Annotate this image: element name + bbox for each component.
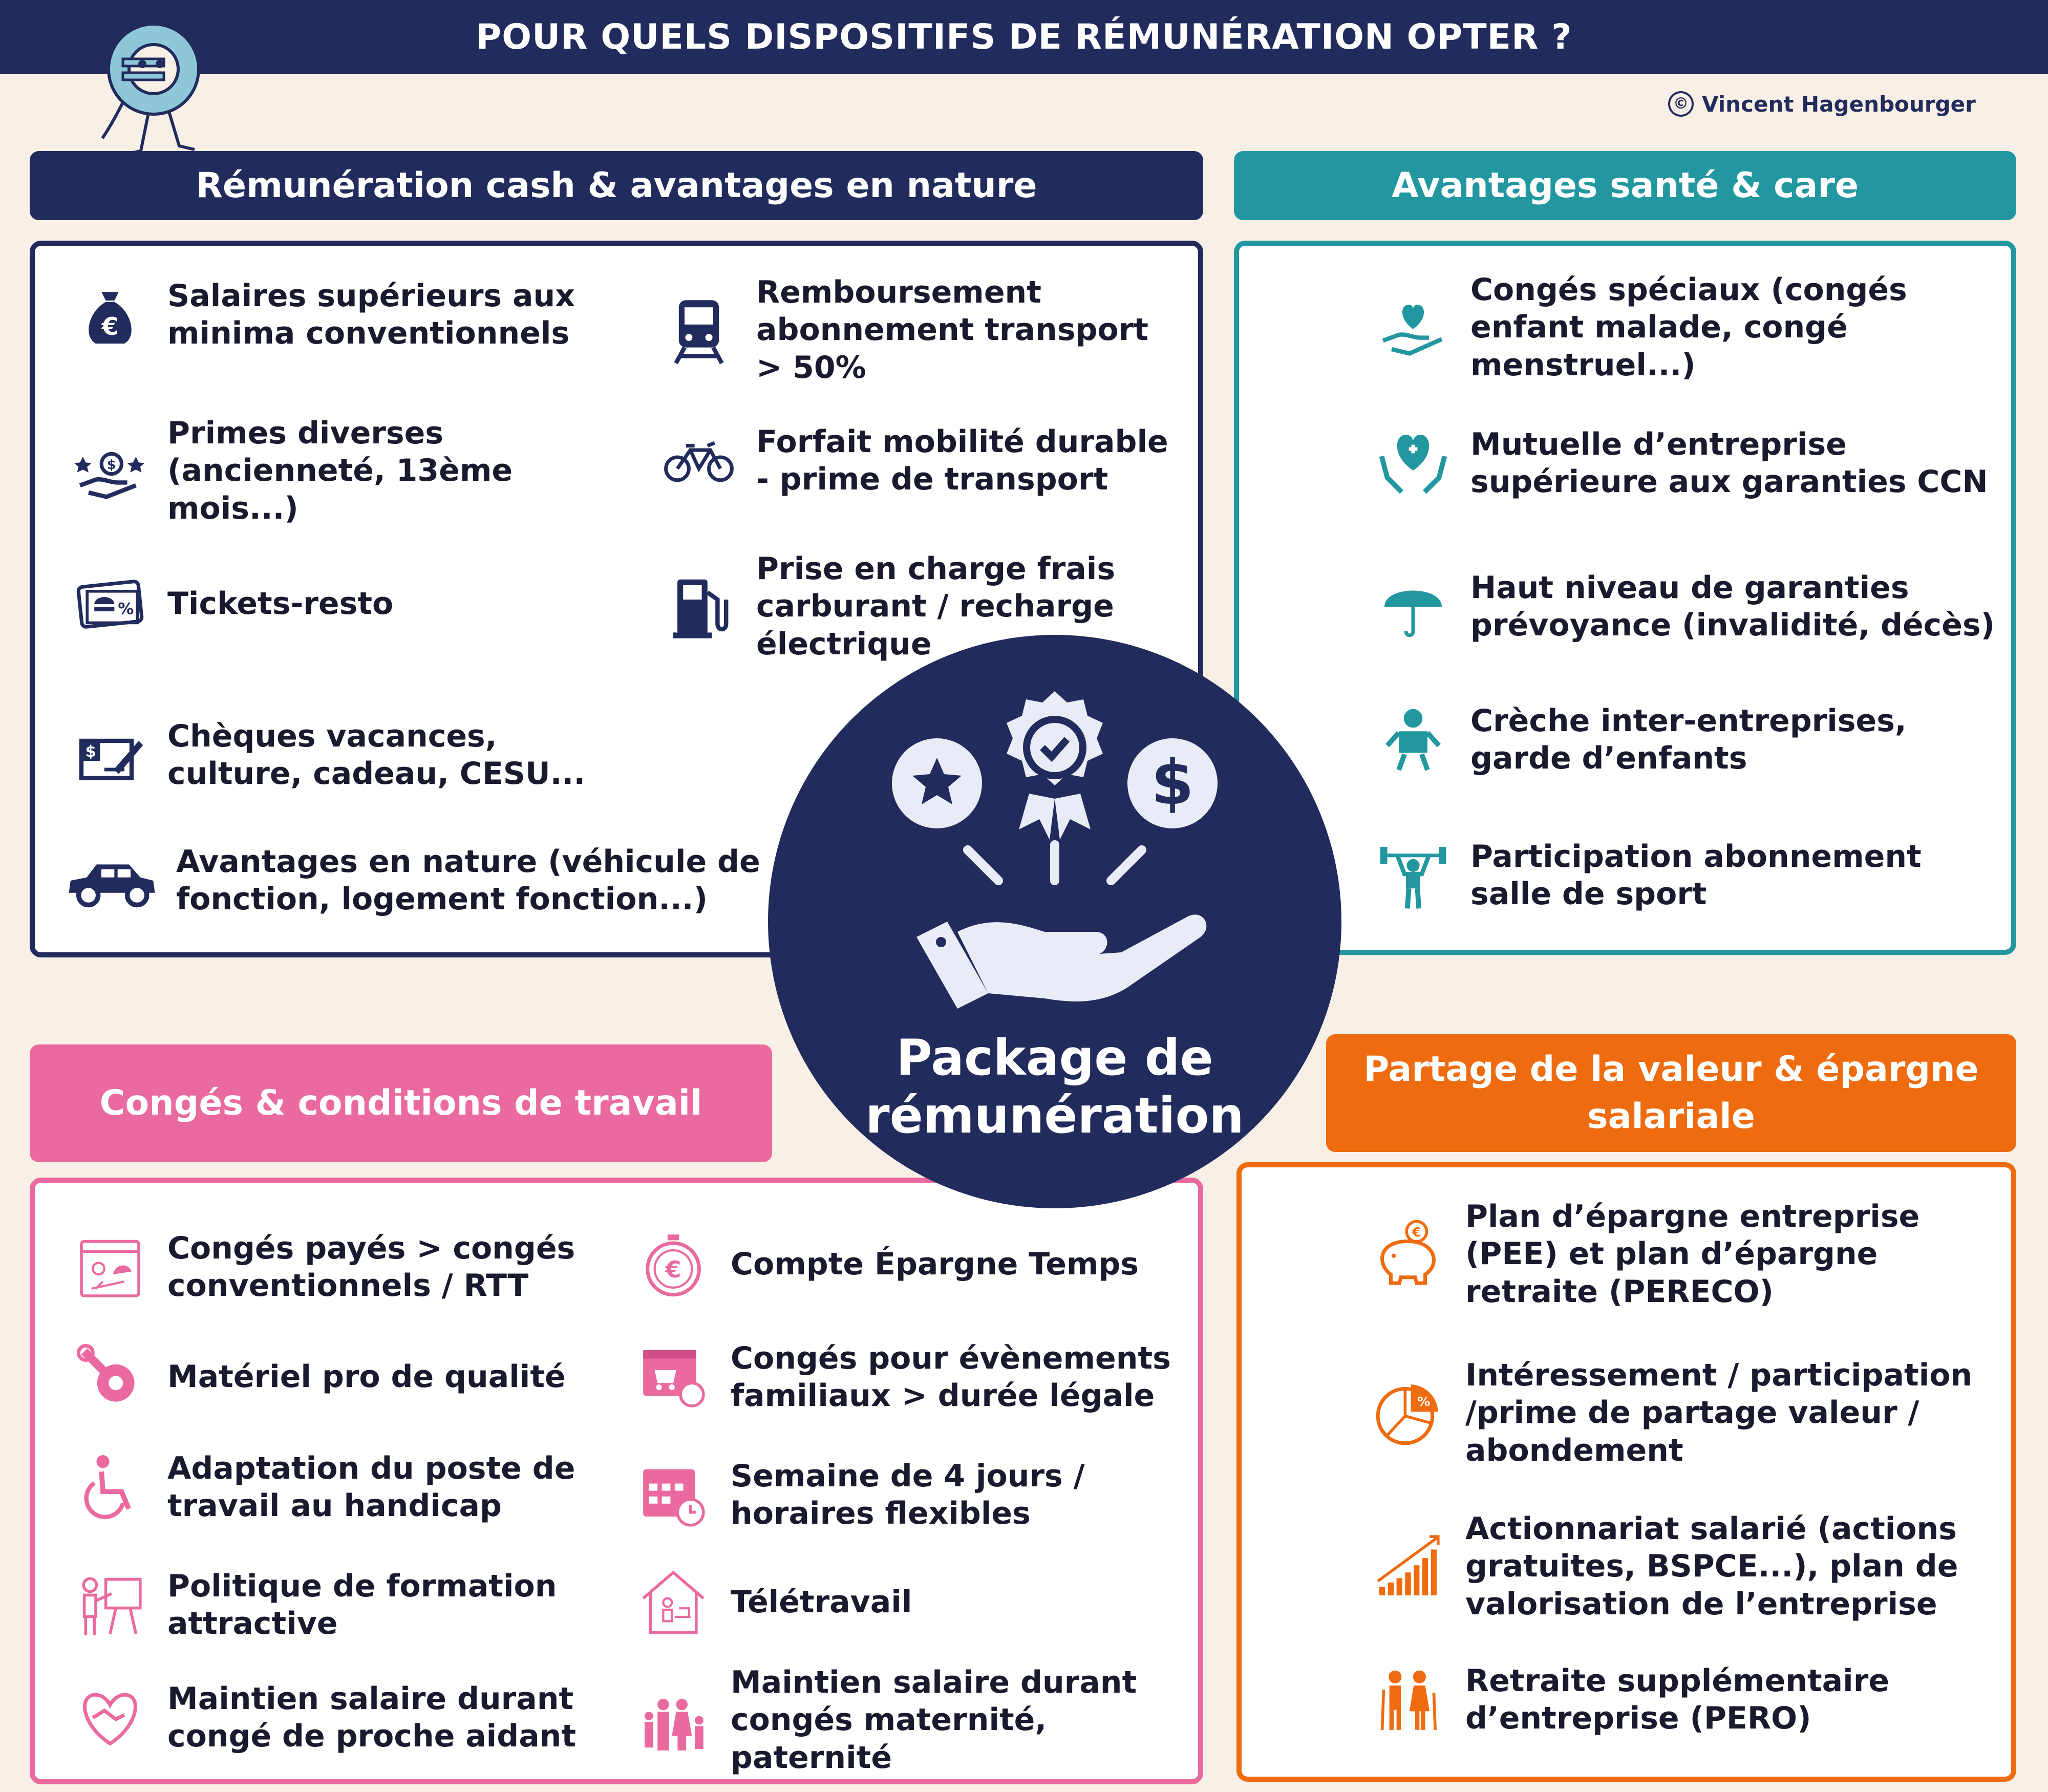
list-item: [632, 1331, 1196, 1423]
cash-section-header: Rémunération cash & avantages en nature: [30, 151, 1203, 220]
list-item: [1372, 272, 2007, 383]
item-text: Matériel pro de qualité: [167, 1359, 566, 1395]
copyright-author: Vincent Hagenbourger: [1702, 91, 1976, 117]
giving-hand-icon: [916, 914, 1206, 1009]
home-office-icon: [632, 1562, 714, 1644]
item-text: Congés spéciaux (congés enfant malade, congé menstruel...): [1470, 272, 1907, 383]
item-text: Congés pour évènements familiaux > durée légale: [731, 1340, 1171, 1414]
item-text: Forfait mobilité durable - prime de transport: [756, 423, 1168, 497]
euro-mascot-icon: [92, 15, 225, 159]
vacation-calendar-icon: [69, 1226, 151, 1308]
wheelchair-icon: [69, 1446, 151, 1528]
list-item: [69, 1444, 607, 1531]
item-text: Tickets-resto: [167, 586, 394, 622]
item-text: Prise en charge frais carburant / recharge électrique: [756, 551, 1116, 662]
item-text: Maintien salaire durant congés maternité, paternité: [731, 1665, 1137, 1776]
dollar-icon: [1127, 738, 1218, 828]
copyright: [1668, 91, 1976, 117]
list-item: [62, 840, 769, 922]
svg-text:€: €: [665, 1256, 681, 1284]
item-text: Actionnariat salarié (actions gratuites, BSPCE...), plan de valorisation de l’entreprise: [1465, 1511, 1958, 1622]
train-icon: [658, 289, 740, 371]
growth-chart-icon: [1367, 1526, 1449, 1608]
pie-chart-icon: [1367, 1372, 1449, 1454]
bonus-hand-icon: [69, 430, 151, 512]
heart-hand-icon: [1372, 287, 1454, 369]
svg-text:$: $: [1151, 748, 1194, 819]
list-item: [1367, 1654, 2007, 1746]
list-item: [1367, 1352, 2007, 1475]
list-item: [632, 1556, 1196, 1649]
list-item: [1372, 420, 2007, 507]
item-text: Avantages en nature (véhicule de fonction, logement fonction...): [176, 843, 760, 917]
trainer-icon: [69, 1564, 151, 1646]
piggy-bank-icon: [1367, 1213, 1449, 1295]
item-text: Plan d’épargne entreprise (PEE) et plan d’épargne retraite (PERECO): [1465, 1199, 1920, 1310]
savings-section-header: Partage de la valeur & épargne salariale: [1326, 1034, 2016, 1152]
elderly-couple-icon: [1367, 1659, 1449, 1741]
list-item: [658, 420, 1180, 502]
list-item: [1372, 696, 2007, 783]
list-item: [69, 563, 632, 645]
handshake-heart-icon: [69, 1677, 151, 1759]
car-icon: [62, 840, 160, 922]
item-text: Remboursement abonnement transport > 50%: [756, 274, 1148, 386]
svg-text:$: $: [107, 457, 116, 472]
list-item: [69, 1224, 607, 1311]
list-item: [1372, 829, 2007, 922]
svg-text:$: $: [85, 742, 96, 761]
badge-check-icon: [1007, 691, 1103, 840]
stroller-calendar-icon: [632, 1336, 714, 1418]
list-item: [632, 1449, 1196, 1541]
item-text: Participation abonnement salle de sport: [1470, 838, 1922, 912]
fuel-pump-icon: [658, 566, 740, 648]
list-item: [658, 266, 1180, 394]
item-text: Chèques vacances, culture, cadeau, CESU...: [167, 718, 586, 792]
cheque-icon: [69, 714, 151, 796]
baby-icon: [1372, 699, 1454, 781]
item-text: Télétravail: [731, 1584, 912, 1620]
item-text: Mutuelle d’entreprise supérieure aux garanties CCN: [1470, 426, 1988, 500]
item-text: Salaires supérieurs aux minima conventionnels: [167, 278, 575, 351]
item-text: Maintien salaire durant congé de proche aidant: [167, 1680, 577, 1754]
health-hands-icon: [1372, 422, 1454, 504]
page-title: POUR QUELS DISPOSITIFS DE RÉMUNÉRATION OPTER ?: [0, 0, 2048, 74]
list-item: [69, 707, 632, 804]
weightlifter-icon: [1372, 835, 1454, 916]
svg-text:€: €: [1412, 1225, 1421, 1240]
list-item: [69, 1336, 607, 1418]
list-item: [1372, 563, 2007, 650]
euro-stopwatch-icon: [632, 1224, 714, 1306]
money-bag-icon: [69, 274, 151, 356]
item-text: Semaine de 4 jours / horaires flexibles: [731, 1458, 1085, 1531]
list-item: [69, 404, 632, 538]
list-item: [1367, 1193, 2007, 1316]
svg-text:€: €: [101, 313, 119, 342]
item-text: Politique de formation attractive: [167, 1568, 557, 1641]
item-text: Intéressement / participation /prime de partage valeur / abondement: [1465, 1357, 1973, 1468]
list-item: [1367, 1505, 2007, 1628]
item-text: Retraite supplémentaire d’entreprise (PERO): [1465, 1662, 1890, 1736]
svg-text:%: %: [118, 600, 134, 618]
leave-section-header: Congés & conditions de travail: [30, 1044, 772, 1162]
health-section-header: Avantages santé & care: [1234, 151, 2016, 220]
list-item: [632, 1665, 1196, 1776]
item-text: Compte Épargne Temps: [731, 1246, 1139, 1283]
item-text: Congés payés > congés conventionnels / RTT: [167, 1230, 575, 1304]
center-title: Package de rémunération: [865, 1029, 1244, 1145]
item-text: Crèche inter-entreprises, garde d’enfants: [1470, 702, 1907, 776]
list-item: [69, 1674, 607, 1761]
svg-text:%: %: [1417, 1394, 1431, 1409]
item-text: Adaptation du poste de travail au handicap: [167, 1450, 575, 1524]
copyright-icon: ©: [1668, 91, 1694, 117]
star-icon: [892, 738, 982, 828]
package-illustration: [881, 676, 1229, 1024]
item-text: Primes diverses (ancienneté, 13ème mois...): [167, 415, 513, 526]
meal-ticket-icon: [69, 563, 151, 645]
calendar-clock-icon: [632, 1454, 714, 1536]
tools-gear-icon: [69, 1336, 151, 1418]
umbrella-icon: [1372, 566, 1454, 648]
list-item: [69, 266, 632, 364]
item-text: Haut niveau de garanties prévoyance (invalidité, décès): [1470, 569, 1995, 643]
list-item: [632, 1224, 1196, 1306]
bicycle-icon: [658, 420, 740, 502]
list-item: [69, 1562, 607, 1649]
family-icon: [632, 1679, 714, 1761]
